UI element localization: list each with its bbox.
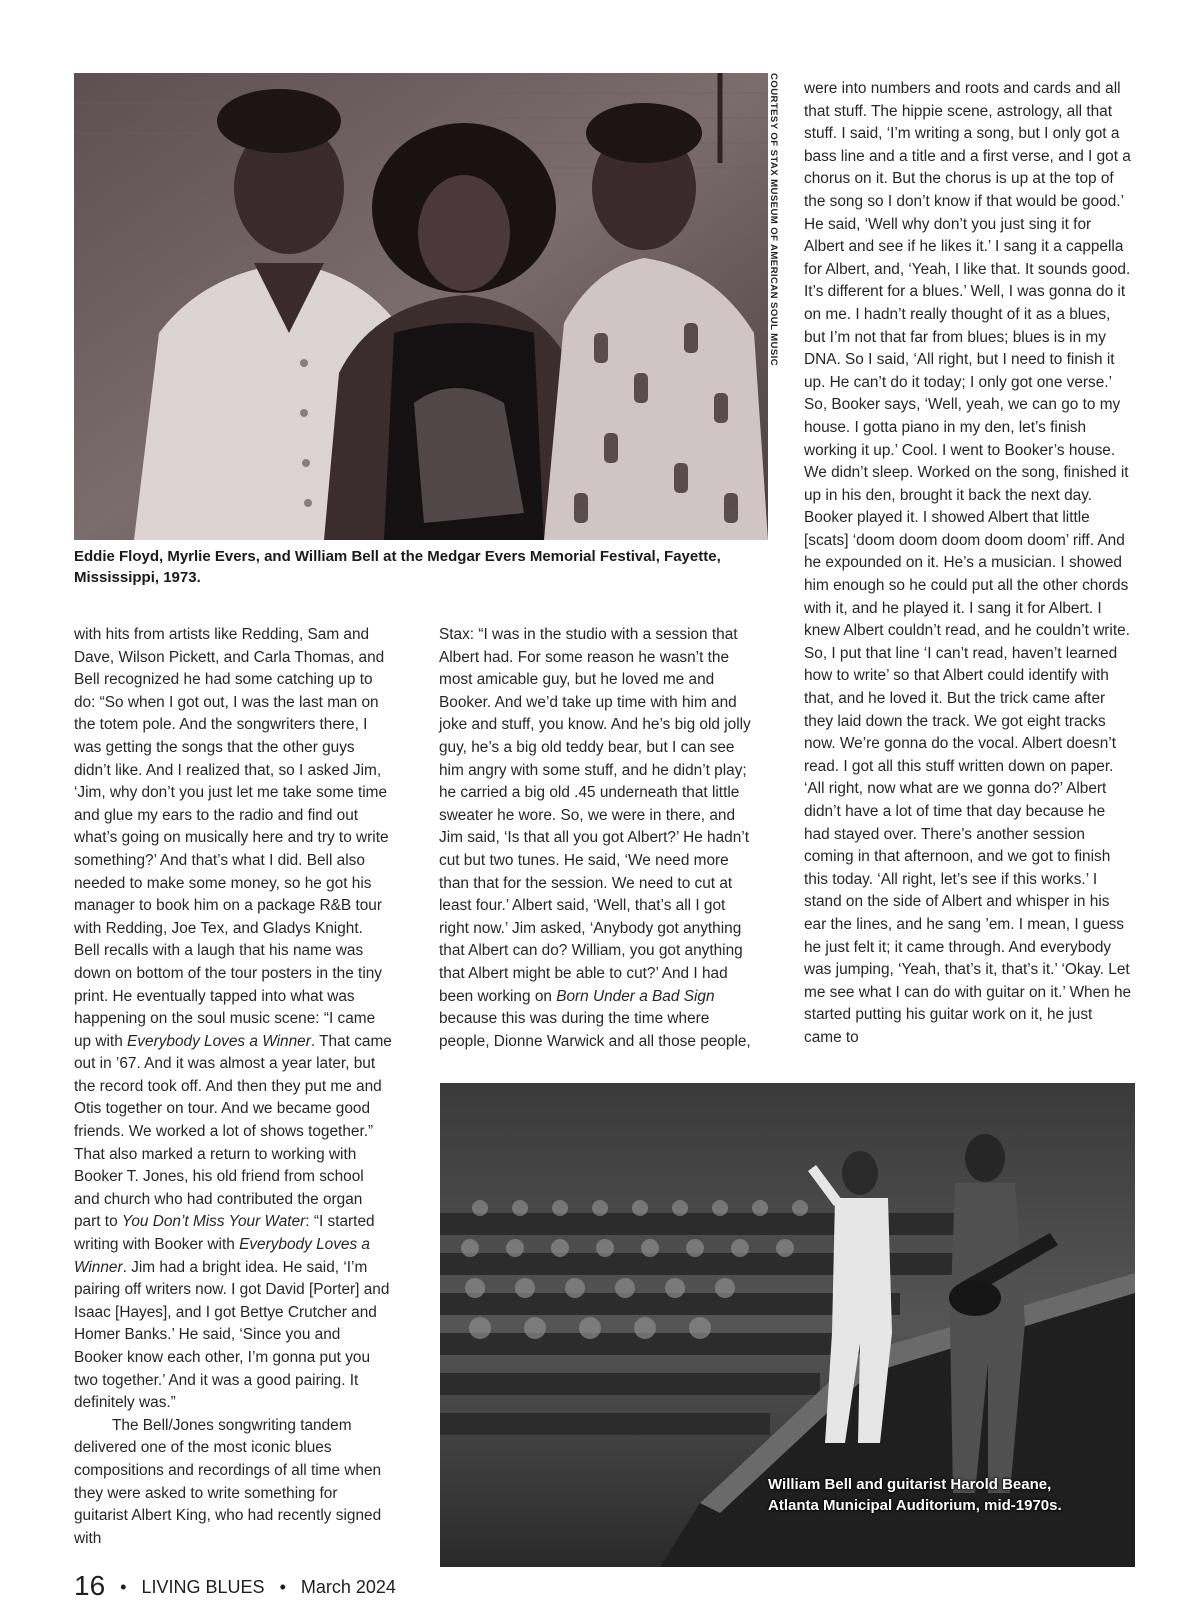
- article-column-middle: [439, 624, 757, 1053]
- top-photo: [74, 73, 768, 540]
- top-photo-caption: Eddie Floyd, Myrlie Evers, and William Bell at the Medgar Evers Memorial Festival, Fayette, Mississippi, 1973.: [74, 548, 721, 586]
- page-number: 16: [74, 1570, 106, 1601]
- photo-credit: [768, 73, 788, 413]
- paragraph: Stax: “I was in the studio with a session that Albert had. For some reason he wasn’t the most amicable guy, but he loved me and Booker. And we’d take up time with him and joke and stuff, you know. And he’s big old jolly guy, he’s a big old teddy bear, but I can see him angry with some stuff, and he didn’t play; he carried a big old .45 underneath that little sweater he wore. So, we were in there, and Jim said, ‘Is that all you got Albert?’ He hadn’t cut but two tunes. He said, ‘We need more than that for the session. We need to cut at least four.’ Albert said, ‘Well, that’s all I got right now.’ Jim asked, ‘Anybody got anything that Albert can do? William, you got anything that Albert might be able to cut?’ And I had been working on Born Under a Bad Sign because this was during the time where people, Dionne Warwick and all those people,: [439, 626, 751, 1050]
- top-photo-image: [74, 73, 768, 540]
- folio-separator: •: [120, 1577, 127, 1597]
- publication-name: LIVING BLUES: [141, 1577, 265, 1597]
- issue-date: March 2024: [300, 1577, 396, 1597]
- paragraph: The Bell/Jones songwriting tandem delivered one of the most iconic blues compositions and recordings of all time when they were asked to write something for guitarist Albert King, who had recently signed with: [74, 1416, 382, 1547]
- paragraph: were into numbers and roots and cards and all that stuff. The hippie scene, astrology, all that stuff. I said, ‘I’m writing a song, but I only got a bass line and a title and a first verse, and I got a chorus on it. But the chorus is up at the top of the song so I don’t know if that would be good.’ He said, ‘Well why don’t you just sing it for Albert and see if he likes it.’ I sang it a cappella for Albert, and, ‘Yeah, I like that. It sounds good. It’s different for a blues.’ Well, I was gonna do it on me. I hadn’t really thought of it as a blues, but I’m not that far from blues; blues is in my DNA. So I said, ‘All right, but I need to finish it up. He can’t do it today; I only got one verse.’ So, Booker says, ‘Well, yeah, we can go to my house. I gotta piano in my den, let’s finish working it up.’ Cool. I went to Booker’s house. We didn’t sleep. Worked on the song, finished it up in his den, brought it back the next day. Booker played it. I showed Albert that little [scats] ‘doom doom doom doom doom’ riff. And he expounded on it. He’s a musician. I showed him enough so he could put all the other chords with it, and he played it. I sang it for Albert. I knew Albert couldn’t read, and he couldn’t write. So, I put that line ‘I can’t read, haven’t learned how to write’ so that Albert could identify with that, and he loved it. But the trick came after they laid down the track. We got eight tracks now. We’re gonna do the vocal. Albert doesn’t read. I got all this stuff written down on paper. ‘All right, now what are we gonna do?’ Albert didn’t have a lot of time that day because he had stayed over. There’s another session coming in that afternoon, and we got to finish this today. ‘All right, let’s see if this works.’ I stand on the side of Albert and whisper in his ear the lines, and he sang ’em. I mean, I guess he just felt it; it came through. And everybody was jumping, ‘Yeah, that’s it, that’s it.’ ‘Okay. Let me see what I can do with guitar on it.’ When he started putting his guitar work on it, he just came to: [804, 80, 1132, 1046]
- article-column-right: [804, 78, 1134, 1050]
- bottom-caption-line-1: William Bell and guitarist Harold Beane,: [768, 1476, 1052, 1493]
- bottom-photo-caption: [768, 1474, 1128, 1516]
- article-column-left: [74, 624, 392, 1550]
- page-folio: [74, 1570, 396, 1610]
- bottom-caption-line-2: Atlanta Municipal Auditorium, mid-1970s.: [768, 1497, 1062, 1514]
- paragraph: with hits from artists like Redding, Sam and Dave, Wilson Pickett, and Carla Thomas, and Bell recognized he had some catching up to do: “So when I got out, I was the last man on the totem pole. And the songwriters there, I was getting the songs that the other guys didn’t like. And I realized that, so I asked Jim, ‘Jim, why don’t you just let me take some time and glue my ears to the radio and find out what’s going on musically here and try to write something?’ And that’s what I did. Bell also needed to make some money, so he got his manager to book him on a package R&B tour with Redding, Joe Tex, and Gladys Knight. Bell recalls with a laugh that his name was down on bottom of the tour posters in the tiny print. He eventually tapped into what was happening on the soul music scene: “I came up with Everybody Loves a Winner. That came out in ’67. And it was almost a year later, but the record took off. And then they put me and Otis together on tour. And we became good friends. We worked a lot of shows together.” That also marked a return to working with Booker T. Jones, his old friend from school and church who had contributed the organ part to You Don’t Miss Your Water: “I started writing with Booker with Everybody Loves a Winner. Jim had a bright idea. He said, ‘I’m pairing off writers now. I got David [Porter] and Isaac [Hayes], and I got Bettye Crutcher and Homer Banks.’ He said, ‘Since you and Booker know each other, I’m gonna put you two together.’ And it was a good pairing. It definitely was.”: [74, 626, 392, 1412]
- photo-credit-text: COURTESY OF STAX MUSEUM OF AMERICAN SOUL MUSIC: [768, 73, 779, 367]
- folio-separator: •: [279, 1577, 286, 1597]
